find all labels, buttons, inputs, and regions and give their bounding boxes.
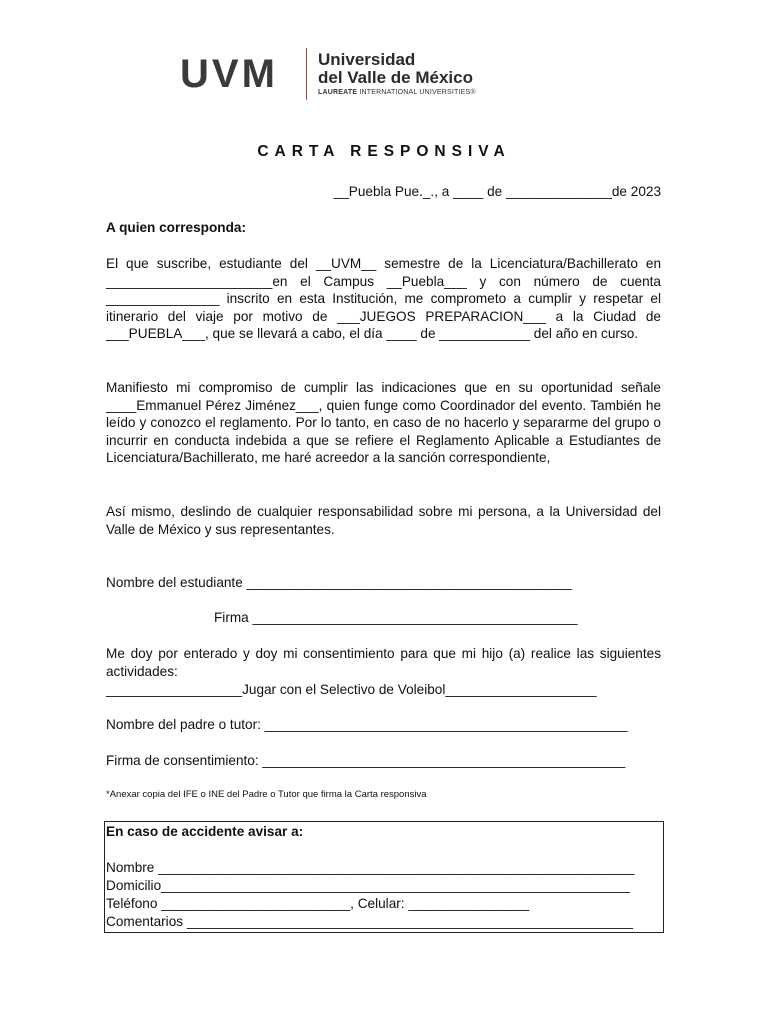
logo-network: INTERNATIONAL UNIVERSITIES® (357, 89, 476, 96)
logo-line3 (318, 89, 476, 96)
emergency-name-field: Nombre _______________________________________________________________ (106, 860, 635, 875)
logo-mark: UVM (180, 52, 278, 96)
parent-name-field: Nombre del padre o tutor: ________________________________________________ (106, 717, 628, 732)
logo-divider (306, 48, 307, 100)
emergency-phone-field: Teléfono _________________________, Celular: ________________ (106, 896, 530, 911)
student-name-field: Nombre del estudiante ___________________________________________ (106, 575, 572, 590)
document-title: CARTA RESPONSIVA (257, 143, 511, 160)
signature-field: Firma ___________________________________________ (214, 610, 578, 625)
id-note: *Anexar copia del IFE o INE del Padre o Tutor que firma la Carta responsiva (106, 789, 427, 800)
emergency-comments-field: Comentarios ___________________________________________________________ (106, 914, 633, 929)
paragraph-disclaimer: Así mismo, deslindo de cualquier responsabilidad sobre mi persona, a la Universidad del Valle de México y sus representantes. (106, 504, 661, 537)
logo-line1: Universidad (318, 50, 416, 69)
date-line: __Puebla Pue._., a ____ de ______________de 2023 (333, 184, 661, 199)
paragraph-commitment: El que suscribe, estudiante del __UVM__ semestre de la Licenciatura/Bachillerato en ______________________en el Campus __Puebla___ y con número de cuenta _______________ inscrito en esta Institución, me comprometo a cumplir y respetar el itinerario del viaje por motivo de ___JUEGOS PREPARACION___ a la Ciudad de ___PUEBLA___, que se llevará a cabo, el día ____ de ____________ del año en curso. (106, 256, 661, 342)
emergency-address-field: Domicilio______________________________________________________________ (106, 878, 630, 893)
activity-line: __________________Jugar con el Selectivo de Voleibol____________________ (106, 682, 597, 697)
emergency-contact-box (104, 821, 664, 933)
logo-laureate: LAUREATE (318, 89, 358, 96)
university-logo (180, 48, 480, 104)
salutation: A quien corresponda: (106, 220, 246, 235)
emergency-heading: En caso de accidente avisar a: (106, 824, 304, 839)
logo-line2: del Valle de México (318, 68, 473, 87)
paragraph-compromise: Manifiesto mi compromiso de cumplir las indicaciones que en su oportunidad señale ____Emmanuel Pérez Jiménez___, quien funge como Coordinador del evento. También he leído y conozco el reglamento. Por lo tanto, en caso de no hacerlo y separarme del grupo o incurrir en conducta indebida a que se refiere el Reglamento Aplicable a Estudiantes de Licenciatura/Bachillerato, me haré acreedor a la sanción correspondiente, (106, 380, 661, 466)
consent-signature-field: Firma de consentimiento: ________________________________________________ (106, 753, 626, 768)
consent-text: Me doy por enterado y doy mi consentimiento para que mi hijo (a) realice las siguientes actividades: (106, 646, 661, 679)
